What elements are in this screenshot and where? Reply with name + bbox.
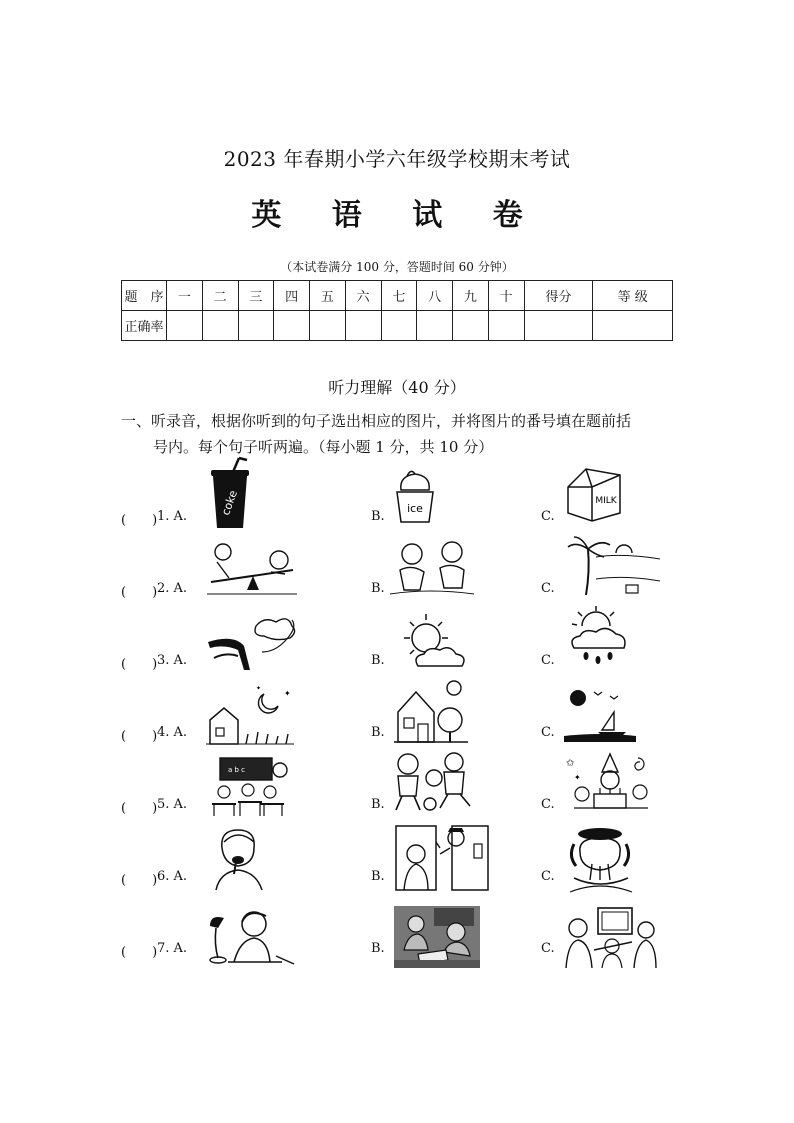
table-cell: 六	[345, 281, 381, 311]
table-cell[interactable]	[453, 311, 489, 341]
section-title: 听力理解（40 分）	[328, 378, 466, 397]
svg-text:✦: ✦	[574, 773, 581, 782]
coke-label: coke	[219, 488, 241, 518]
table-cell: 正确率	[122, 311, 167, 341]
table-cell: 题 序	[122, 281, 167, 311]
kids-sand-icon	[390, 540, 474, 596]
answer-paren[interactable]: ( )	[121, 585, 158, 600]
seesaw-kids-icon	[207, 540, 297, 596]
table-cell[interactable]	[345, 311, 381, 341]
exam-title: 2023 年春期小学六年级学校期末考试	[223, 147, 571, 171]
table-cell[interactable]	[274, 311, 310, 341]
milk-carton-icon	[562, 463, 624, 523]
question-number: 1. A.	[157, 509, 188, 524]
answer-paren[interactable]: ( )	[121, 513, 158, 528]
boy-desk-lamp-icon	[204, 906, 296, 968]
question-number: 3. A.	[157, 653, 188, 668]
family-reading-icon	[394, 906, 480, 968]
question-number: 5. A.	[157, 797, 188, 812]
night-house-icon	[206, 684, 294, 746]
table-cell: 七	[381, 281, 417, 311]
svg-text:✦: ✦	[256, 685, 262, 692]
answer-paren[interactable]: ( )	[121, 801, 158, 816]
table-cell[interactable]	[593, 311, 673, 341]
table-cell: 三	[238, 281, 274, 311]
answer-paren[interactable]: ( )	[121, 729, 158, 744]
table-cell: 得分	[524, 281, 593, 311]
question-number: 7. A.	[157, 941, 188, 956]
boy-shop-icon	[394, 824, 490, 894]
table-cell: 等 级	[593, 281, 673, 311]
kids-playing-ball-icon	[390, 750, 474, 814]
girl-eating-noodles-icon	[566, 826, 636, 892]
question-number: 4. A.	[157, 725, 188, 740]
boy-eating-icon	[212, 826, 268, 890]
table-cell: 四	[274, 281, 310, 311]
option-b-label: B.	[371, 869, 385, 884]
answer-paren[interactable]: ( )	[121, 657, 158, 672]
answer-paren[interactable]: ( )	[121, 945, 158, 960]
svg-text:a b c: a b c	[228, 766, 246, 774]
table-cell[interactable]	[381, 311, 417, 341]
table-cell: 十	[488, 281, 524, 311]
coke-cup-icon	[205, 458, 255, 530]
option-c-label: C.	[541, 797, 555, 812]
ice-label: ice	[407, 502, 423, 515]
house-sun-icon	[394, 678, 468, 746]
instruction-line: 号内。每个句子听两遍。（每小题 1 分，共 10 分）	[153, 438, 494, 456]
table-cell: 五	[310, 281, 346, 311]
table-cell[interactable]	[488, 311, 524, 341]
table-cell[interactable]	[417, 311, 453, 341]
birthday-party-icon	[564, 752, 658, 816]
option-c-label: C.	[541, 509, 555, 524]
option-c-label: C.	[541, 653, 555, 668]
svg-text:✦: ✦	[284, 689, 291, 698]
windy-tree-icon	[204, 612, 300, 674]
score-table-header-row	[122, 281, 673, 311]
option-b-label: B.	[371, 725, 385, 740]
exam-note: （本试卷满分 100 分，答题时间 60 分钟）	[280, 260, 514, 274]
option-b-label: B.	[371, 581, 385, 596]
table-cell: 二	[202, 281, 238, 311]
instruction-line: 一、听录音，根据你听到的句子选出相应的图片，并将图片的番号填在题前括	[121, 412, 632, 430]
option-c-label: C.	[541, 941, 555, 956]
table-cell[interactable]	[202, 311, 238, 341]
table-cell: 八	[417, 281, 453, 311]
instructions	[121, 408, 681, 460]
beach-palm-icon	[566, 535, 662, 597]
question-number: 2. A.	[157, 581, 188, 596]
sea-sunset-icon	[564, 684, 636, 744]
option-b-label: B.	[371, 653, 385, 668]
option-b-label: B.	[371, 941, 385, 956]
option-c-label: C.	[541, 869, 555, 884]
ice-cream-icon	[393, 468, 437, 526]
question-number: 6. A.	[157, 869, 188, 884]
family-tv-icon	[564, 906, 658, 970]
table-cell[interactable]	[310, 311, 346, 341]
svg-text:✩: ✩	[566, 758, 575, 769]
table-cell[interactable]	[238, 311, 274, 341]
option-c-label: C.	[541, 725, 555, 740]
milk-label: MILK	[595, 496, 617, 506]
option-c-label: C.	[541, 581, 555, 596]
table-cell[interactable]	[524, 311, 593, 341]
option-b-label: B.	[371, 509, 385, 524]
rainy-cloud-icon	[566, 606, 630, 668]
score-table	[121, 280, 673, 341]
subject-title: 英 语 试 卷	[251, 198, 543, 233]
classroom-icon	[208, 756, 290, 818]
answer-paren[interactable]: ( )	[121, 873, 158, 888]
sunny-cloud-icon	[398, 612, 468, 672]
option-b-label: B.	[371, 797, 385, 812]
table-cell: 一	[167, 281, 203, 311]
table-cell: 九	[453, 281, 489, 311]
table-cell[interactable]	[167, 311, 203, 341]
score-table-answer-row	[122, 311, 673, 341]
